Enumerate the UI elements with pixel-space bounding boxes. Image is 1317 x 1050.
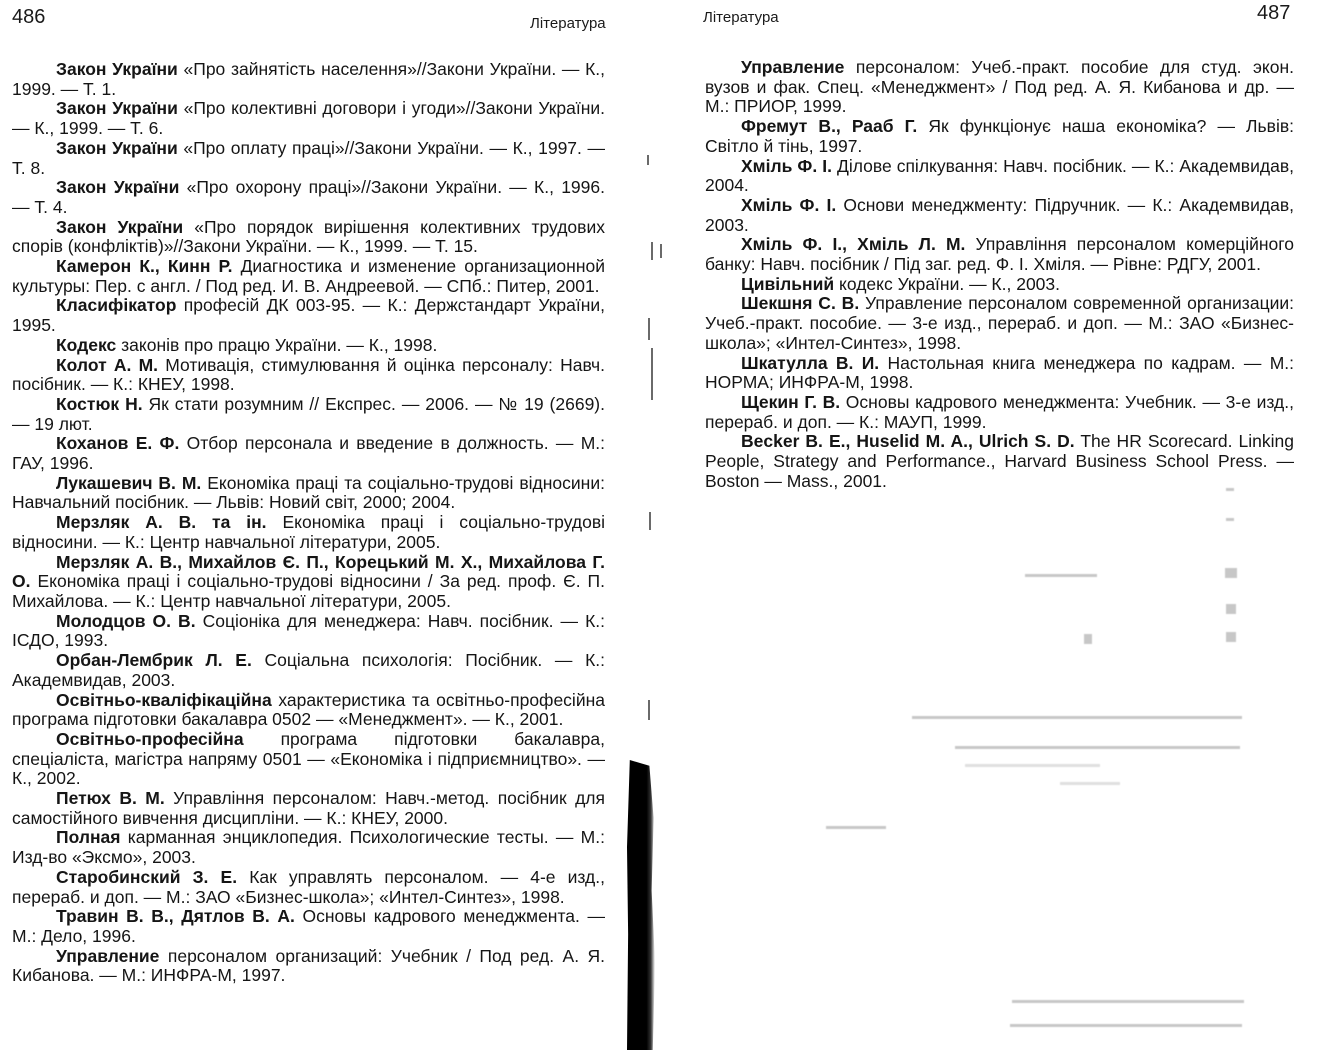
entry-author: Becker B. E., Huselid M. A., Ulrich S. D. [741, 431, 1075, 452]
bleed-through-mark [965, 764, 1100, 767]
entry-details: Економіка праці і соціально-трудові відносини / За ред. проф. Є. П. Михайлова. — К.: Центр навчальної літератури, 2005. [12, 571, 605, 611]
entry-details: «Про порядок вирішення колективних трудових спорів (конфліктів)»//Закони України. — К., 1999. — Т. 15. [12, 216, 605, 257]
entry-details: Як стати розумним // Експрес. — 2006. — № 19 (2669). — 19 лют. [12, 393, 605, 434]
bibliography-entry [12, 99, 605, 138]
entry-details: Економіка праці та соціально-трудові відносини: Навчальний посібник. — Львів: Новий світ, 2000; 2004. [12, 472, 605, 513]
bibliography-entry [12, 395, 605, 434]
bibliography-entry [12, 356, 605, 395]
entry-author: Полная [56, 827, 121, 848]
entry-author: Управление [56, 945, 160, 966]
bleed-through-mark [1226, 518, 1234, 521]
bibliography-entry [705, 393, 1294, 432]
bibliography-entry [705, 294, 1294, 353]
entry-author: Освітньо-професійна [56, 728, 244, 749]
entry-author: Молодцов О. В. [56, 610, 196, 631]
bibliography-entry [705, 235, 1294, 274]
entry-author: Освітньо-кваліфікаційна [56, 689, 272, 710]
bibliography-entry [12, 296, 605, 335]
entry-details: Ділове спілкування: Навч. посібник. — К.: Академвидав, 2004. [705, 155, 1294, 196]
entry-details: Управление персоналом современной организации: Учеб.-практ. пособие. — 3-е изд., перераб. и доп. — М.: ЗАО «Бизнес-школа»; «Интел-Синтез», 1998. [705, 293, 1295, 353]
entry-details: «Про зайнятість населення»//Закони України. — К., 1999. — Т. 1. [12, 59, 606, 99]
entry-author: Хміль Ф. І., Хміль Л. М. [741, 234, 966, 255]
bibliography-entry [12, 434, 605, 473]
entry-details: Основи менеджменту: Підручник. — К.: Академвидав, 2003. [705, 194, 1294, 235]
entry-details: «Про колективні договори і угоди»//Закони України. — К., 1999. — Т. 6. [12, 98, 605, 139]
scan-mark [648, 700, 650, 720]
left-bibliography-column [12, 60, 605, 986]
bibliography-entry [705, 275, 1294, 295]
bleed-through-mark [955, 746, 1240, 749]
entry-details: Соціальна психологія: Посібник. — К.: Академвидав, 2003. [12, 650, 605, 690]
entry-author: Класифікатор [56, 295, 177, 316]
bibliography-entry [12, 513, 605, 552]
entry-details: Основы кадрового менеджмента: Учебник. — 3-е изд., перераб. и доп. — К.: МАУП, 1999. [705, 391, 1294, 432]
entry-details: Диагностика и изменение организационной культуры: Пер. с англ. / Под ред. И. В. Андреевой. — СПб.: Питер, 2001. [12, 256, 605, 296]
entry-author: Закон України [56, 98, 178, 119]
entry-details: Економіка праці і соціально-трудові відносини. — К.: Центр навчальної літератури, 2005. [12, 512, 606, 552]
entry-details: програма підготовки бакалавра, спеціаліста, магістра напряму 0501 — «Економіка і підприємництво». — К., 2002. [12, 728, 605, 789]
entry-details: Как управлять персоналом. — 4-е изд., перераб. и доп. — М.: ЗАО «Бизнес-школа»; «Интел-Синтез», 1998. [12, 866, 605, 907]
entry-author: Лукашевич В. М. [56, 472, 202, 493]
entry-details: характеристика та освітньо-професійна програма підготовки бакалавра 0502 — «Менеджмент». — К., 2001. [12, 689, 605, 730]
entry-details: «Про оплату праці»//Закони України. — К., 1997. — Т. 8. [12, 137, 605, 178]
entry-details: Управління персоналом комерційного банку: Навч. посібник / Під заг. ред. Ф. І. Хміля. — Рівне: РДГУ, 2001. [705, 234, 1294, 275]
bibliography-entry [12, 789, 605, 828]
entry-author: Шекшня С. В. [741, 293, 860, 314]
entry-author: Шкатулла В. И. [741, 352, 880, 373]
right-running-header: Література [703, 9, 779, 26]
entry-details: персоналом организаций: Учебник / Под ред. А. Я. Кибанова. — М.: ИНФРА-М, 1997. [12, 945, 605, 986]
entry-details: Управління персоналом: Навч.-метод. посібник для самостійного вивчення дисципліни. — К.: КНЕУ, 2000. [12, 788, 605, 828]
bibliography-entry [12, 907, 605, 946]
right-page-number: 487 [1257, 2, 1291, 24]
bleed-through-mark [826, 826, 886, 829]
entry-details: законів про працю України. — К., 1998. [116, 334, 438, 355]
entry-author: Коханов Е. Ф. [56, 433, 180, 454]
entry-author: Фремут В., Рааб Г. [741, 116, 918, 137]
bleed-through-mark [1226, 488, 1234, 491]
bibliography-entry [12, 730, 605, 789]
entry-author: Старобинский З. Е. [56, 866, 238, 887]
entry-details: Основы кадрового менеджмента. — М.: Дело, 1996. [12, 906, 605, 946]
bleed-through-mark [1084, 634, 1092, 644]
entry-details: кодекс України. — К., 2003. [834, 273, 1061, 294]
bleed-through-mark [1025, 574, 1097, 577]
entry-author: Костюк Н. [56, 393, 143, 414]
entry-author: Орбан-Лембрик Л. Е. [56, 650, 252, 671]
entry-details: Настольная книга менеджера по кадрам. — М.: НОРМА; ИНФРА-М, 1998. [705, 352, 1294, 393]
entry-author: Щекин Г. В. [741, 391, 841, 412]
bibliography-entry [12, 218, 605, 257]
bibliography-entry [705, 157, 1294, 196]
bibliography-entry [705, 354, 1294, 393]
scan-mark [651, 348, 653, 400]
scan-mark [647, 155, 649, 165]
bibliography-entry [12, 947, 605, 986]
entry-author: Закон України [56, 59, 178, 79]
left-page-number: 486 [12, 6, 46, 28]
bibliography-entry [12, 178, 605, 217]
entry-author: Камерон К., Кинн Р. [56, 256, 233, 277]
entry-details: Соціоніка для менеджера: Навч. посібник. — К.: ІСДО, 1993. [12, 610, 605, 651]
entry-author: Хміль Ф. І. [741, 194, 837, 215]
scan-mark [660, 244, 662, 258]
entry-author: Хміль Ф. І. [741, 155, 832, 176]
bleed-through-mark [1225, 568, 1237, 578]
entry-details: професій ДК 003-95. — К.: Держстандарт України, 1995. [12, 295, 605, 336]
entry-details: персоналом: Учеб.-практ. пособие для студ. экон. вузов и фак. Спец. «Менеджмент» / Под ред. А. Я. Кибанова и др. — М.: ПРИОР, 1999. [705, 57, 1294, 117]
bleed-through-mark [1012, 1000, 1244, 1003]
bibliography-entry [705, 117, 1294, 156]
entry-author: Закон України [56, 177, 180, 198]
entry-details: «Про охорону праці»//Закони України. — К., 1996. — Т. 4. [12, 177, 605, 217]
bibliography-entry [12, 336, 605, 356]
entry-details: Мотивація, стимулювання й оцінка персоналу: Навч. посібник. — К.: КНЕУ, 1998. [12, 354, 605, 395]
bibliography-entry [705, 196, 1294, 235]
bibliography-entry [705, 58, 1294, 117]
entry-author: Мерзляк А. В., Михайлов Є. П., Корецький М. Х., Михайлова Г. О. [12, 551, 605, 592]
bibliography-entry [12, 612, 605, 651]
entry-author: Мерзляк А. В. та ін. [56, 512, 267, 533]
scan-mark [648, 318, 650, 340]
binding-shadow [627, 760, 655, 1050]
entry-author: Колот А. М. [56, 354, 159, 375]
bibliography-entry [12, 60, 605, 99]
left-running-header: Література [530, 15, 606, 32]
bibliography-entry [12, 868, 605, 907]
entry-author: Закон України [56, 216, 184, 237]
entry-details: Отбор персонала и введение в должность. — М.: ГАУ, 1996. [12, 433, 606, 474]
entry-author: Управление [741, 57, 845, 77]
entry-details: Як функціонує наша економіка? — Львів: Світло й тінь, 1997. [705, 116, 1294, 156]
right-bibliography-column [705, 58, 1294, 491]
bibliography-entry [705, 432, 1294, 491]
scan-mark [649, 512, 651, 530]
bibliography-entry [12, 139, 605, 178]
bleed-through-mark [1060, 782, 1120, 785]
bibliography-entry [12, 257, 605, 296]
entry-author: Петюх В. М. [56, 788, 165, 809]
bleed-through-mark [1226, 632, 1236, 642]
bibliography-entry [12, 691, 605, 730]
entry-details: The HR Scorecard. Linking People, Strategy and Performance., Harvard Business School Press. — Boston — Mass., 2001. [705, 431, 1294, 491]
entry-author: Закон України [56, 137, 178, 158]
entry-details: карманная энциклопедия. Психологические тесты. — М.: Изд-во «Эксмо», 2003. [12, 827, 605, 868]
scan-mark [651, 242, 653, 260]
entry-author: Травин В. В., Дятлов В. А. [56, 906, 295, 927]
bleed-through-mark [1226, 604, 1236, 614]
entry-author: Цивільний [741, 273, 835, 294]
bibliography-entry [12, 553, 605, 612]
bleed-through-mark [912, 716, 1242, 719]
entry-author: Кодекс [56, 334, 117, 355]
bibliography-entry [12, 651, 605, 690]
bibliography-entry [12, 474, 605, 513]
bibliography-entry [12, 828, 605, 867]
bleed-through-mark [1010, 1024, 1242, 1027]
